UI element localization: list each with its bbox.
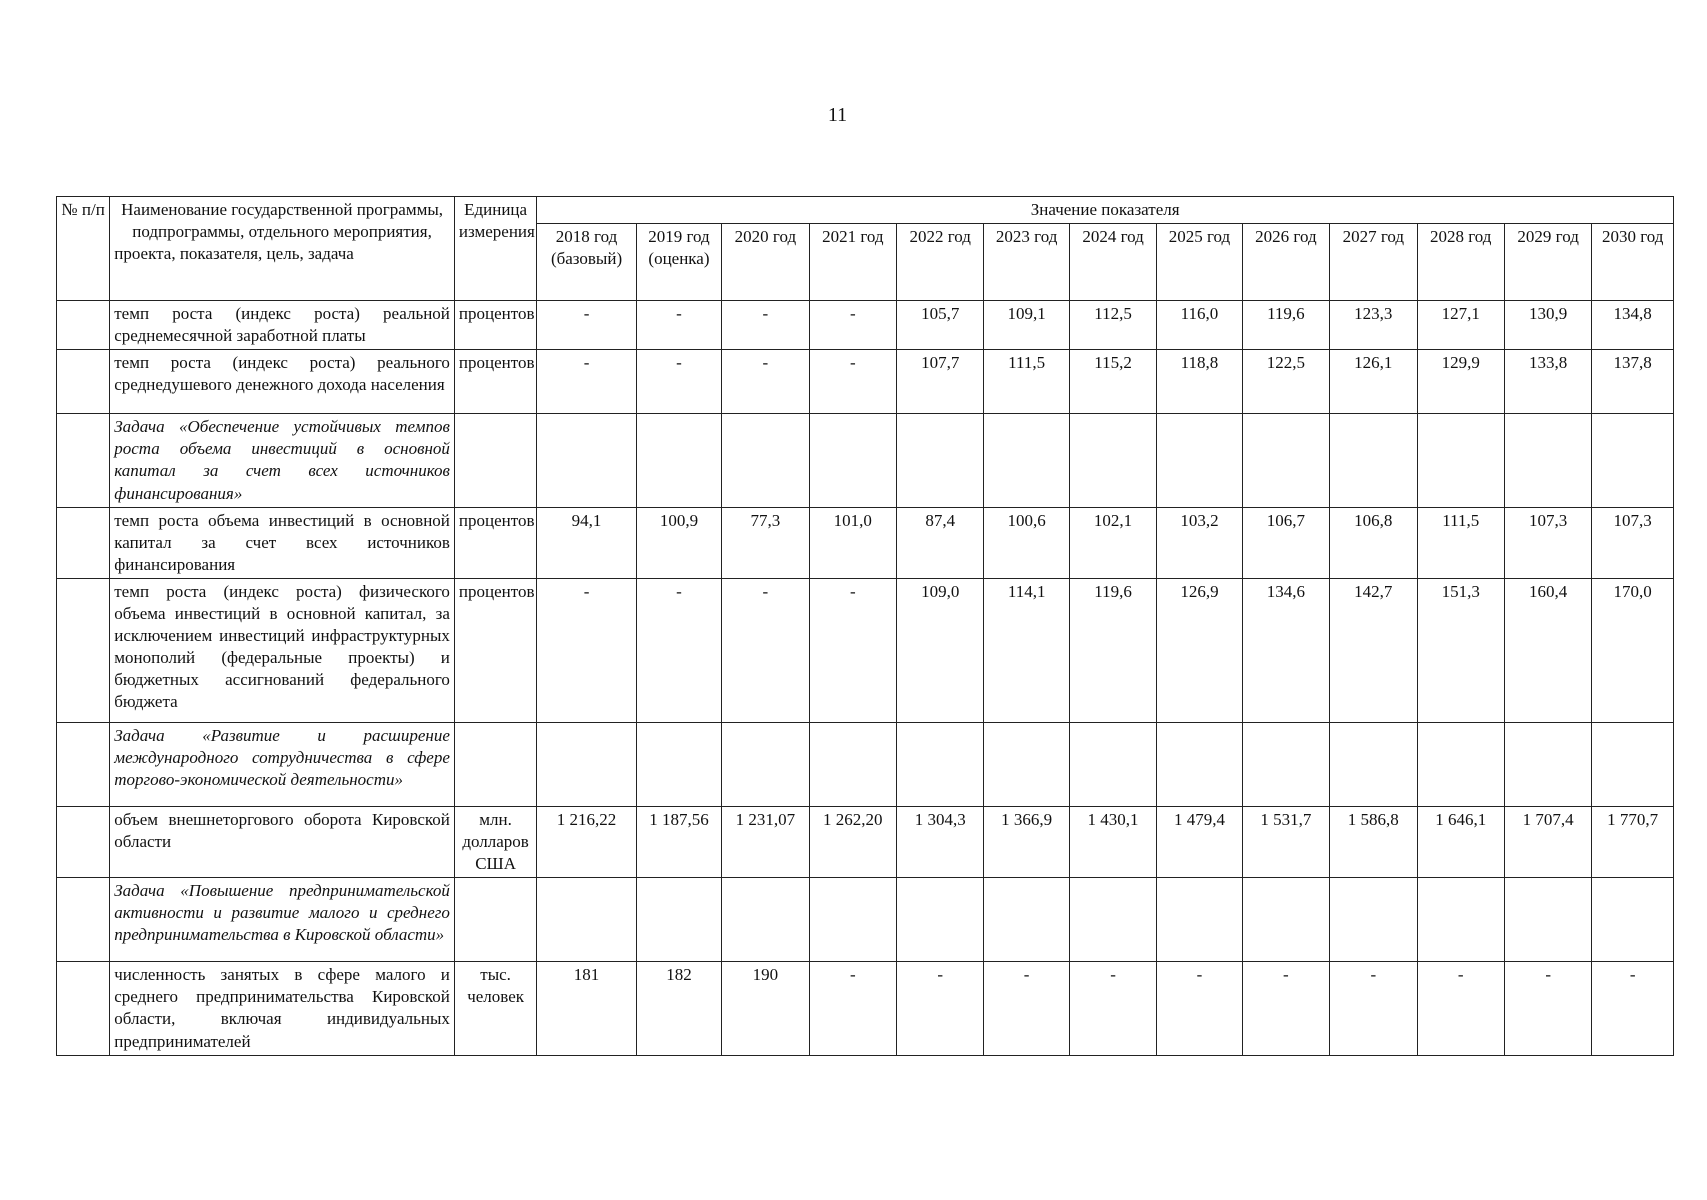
value-cell: 1 262,20 — [809, 806, 896, 877]
task-row — [57, 414, 1674, 507]
value-cell: - — [537, 350, 636, 414]
header-year-10: 2028 год — [1417, 224, 1504, 301]
value-cell: - — [636, 301, 721, 350]
value-cell: 1 216,22 — [537, 806, 636, 877]
value-cell — [1504, 722, 1591, 806]
value-cell — [1330, 414, 1417, 507]
header-year-11: 2029 год — [1504, 224, 1591, 301]
value-cell — [984, 722, 1069, 806]
value-cell — [1157, 722, 1242, 806]
table-row — [57, 507, 1674, 578]
value-cell — [537, 878, 636, 962]
value-cell: - — [809, 301, 896, 350]
header-year-7: 2025 год — [1157, 224, 1242, 301]
value-cell: - — [897, 962, 984, 1055]
value-cell — [1504, 414, 1591, 507]
value-cell: 1 187,56 — [636, 806, 721, 877]
value-cell — [1242, 722, 1329, 806]
value-cell: - — [537, 301, 636, 350]
header-year-3: 2021 год — [809, 224, 896, 301]
table-row — [57, 806, 1674, 877]
value-cell: 170,0 — [1592, 578, 1674, 722]
value-cell: 1 646,1 — [1417, 806, 1504, 877]
value-cell — [809, 878, 896, 962]
value-cell: 190 — [722, 962, 809, 1055]
value-cell: - — [1417, 962, 1504, 1055]
row-num-cell — [57, 878, 110, 962]
table-header — [57, 197, 1674, 301]
header-year-5: 2023 год — [984, 224, 1069, 301]
header-year-4: 2022 год — [897, 224, 984, 301]
table-row — [57, 962, 1674, 1055]
value-cell: - — [636, 578, 721, 722]
value-cell — [1504, 878, 1591, 962]
indicator-name: численность занятых в сфере малого и среднего предпринимательства Кировской области, включая индивидуальных предпринимателей — [110, 962, 455, 1055]
value-cell — [809, 414, 896, 507]
value-cell: 129,9 — [1417, 350, 1504, 414]
value-cell: 1 531,7 — [1242, 806, 1329, 877]
value-cell: 1 231,07 — [722, 806, 809, 877]
table-body — [57, 301, 1674, 1056]
value-cell — [809, 722, 896, 806]
value-cell: 111,5 — [984, 350, 1069, 414]
unit-cell: млн. долларов США — [454, 806, 536, 877]
value-cell: 109,1 — [984, 301, 1069, 350]
value-cell: 87,4 — [897, 507, 984, 578]
value-cell — [984, 414, 1069, 507]
value-cell: 1 586,8 — [1330, 806, 1417, 877]
task-name: Задача «Повышение предпринимательской активности и развитие малого и среднего предпринимательства в Кировской области» — [110, 878, 455, 962]
unit-cell: процентов — [454, 507, 536, 578]
value-cell: 1 304,3 — [897, 806, 984, 877]
unit-cell: процентов — [454, 301, 536, 350]
row-num-cell — [57, 578, 110, 722]
value-cell — [897, 722, 984, 806]
value-cell — [1157, 878, 1242, 962]
value-cell: 1 366,9 — [984, 806, 1069, 877]
value-cell: 94,1 — [537, 507, 636, 578]
value-cell: 134,6 — [1242, 578, 1329, 722]
value-cell: 130,9 — [1504, 301, 1591, 350]
value-cell — [537, 722, 636, 806]
header-year-12: 2030 год — [1592, 224, 1674, 301]
row-num-cell — [57, 301, 110, 350]
value-cell: 119,6 — [1069, 578, 1156, 722]
indicator-name: темп роста (индекс роста) реального среднедушевого денежного дохода населения — [110, 350, 455, 414]
value-cell: 100,9 — [636, 507, 721, 578]
value-cell: - — [722, 350, 809, 414]
value-cell — [897, 414, 984, 507]
value-cell: 107,3 — [1592, 507, 1674, 578]
table-row — [57, 578, 1674, 722]
row-num-cell — [57, 507, 110, 578]
value-cell: 115,2 — [1069, 350, 1156, 414]
value-cell: 160,4 — [1504, 578, 1591, 722]
value-cell — [1592, 414, 1674, 507]
value-cell: 1 430,1 — [1069, 806, 1156, 877]
task-row — [57, 878, 1674, 962]
value-cell: 126,1 — [1330, 350, 1417, 414]
indicators-table — [56, 196, 1674, 1056]
value-cell — [636, 414, 721, 507]
value-cell: 1 770,7 — [1592, 806, 1674, 877]
value-cell: 107,7 — [897, 350, 984, 414]
value-cell — [1069, 722, 1156, 806]
header-name: Наименование государственной программы, подпрограммы, отдельного мероприятия, проекта, показателя, цель, задача — [110, 197, 455, 301]
value-cell — [636, 722, 721, 806]
value-cell: - — [1504, 962, 1591, 1055]
page-number: 11 — [827, 104, 848, 126]
header-unit: Единица измерения — [454, 197, 536, 301]
value-cell — [722, 878, 809, 962]
value-cell: 119,6 — [1242, 301, 1329, 350]
value-cell: - — [1069, 962, 1156, 1055]
header-year-1: 2019 год (оценка) — [636, 224, 721, 301]
header-year-0: 2018 год (базовый) — [537, 224, 636, 301]
value-cell: 114,1 — [984, 578, 1069, 722]
value-cell: 116,0 — [1157, 301, 1242, 350]
indicator-name: темп роста (индекс роста) реальной среднемесячной заработной платы — [110, 301, 455, 350]
value-cell: 77,3 — [722, 507, 809, 578]
value-cell: 100,6 — [984, 507, 1069, 578]
value-cell: - — [1157, 962, 1242, 1055]
value-cell: 123,3 — [1330, 301, 1417, 350]
value-cell: - — [1330, 962, 1417, 1055]
row-num-cell — [57, 806, 110, 877]
unit-cell — [454, 414, 536, 507]
header-num: № п/п — [57, 197, 110, 301]
unit-cell — [454, 878, 536, 962]
value-cell — [537, 414, 636, 507]
value-cell: 111,5 — [1417, 507, 1504, 578]
value-cell: 127,1 — [1417, 301, 1504, 350]
value-cell — [1330, 878, 1417, 962]
header-year-9: 2027 год — [1330, 224, 1417, 301]
value-cell — [1330, 722, 1417, 806]
value-cell — [1069, 878, 1156, 962]
value-cell: 118,8 — [1157, 350, 1242, 414]
value-cell: 126,9 — [1157, 578, 1242, 722]
value-cell: - — [809, 350, 896, 414]
value-cell — [1069, 414, 1156, 507]
row-num-cell — [57, 722, 110, 806]
value-cell — [1242, 878, 1329, 962]
value-cell: 112,5 — [1069, 301, 1156, 350]
header-value-group: Значение показателя — [537, 197, 1674, 224]
value-cell: 122,5 — [1242, 350, 1329, 414]
value-cell: 137,8 — [1592, 350, 1674, 414]
value-cell: 134,8 — [1592, 301, 1674, 350]
value-cell — [1592, 878, 1674, 962]
task-row — [57, 722, 1674, 806]
task-name: Задача «Обеспечение устойчивых темпов роста объема инвестиций в основной капитал за счет всех источников финансирования» — [110, 414, 455, 507]
value-cell: 181 — [537, 962, 636, 1055]
value-cell — [636, 878, 721, 962]
value-cell — [1417, 878, 1504, 962]
value-cell: 151,3 — [1417, 578, 1504, 722]
header-year-2: 2020 год — [722, 224, 809, 301]
header-year-8: 2026 год — [1242, 224, 1329, 301]
row-num-cell — [57, 414, 110, 507]
value-cell: 106,8 — [1330, 507, 1417, 578]
value-cell: 109,0 — [897, 578, 984, 722]
table-row — [57, 301, 1674, 350]
value-cell: 101,0 — [809, 507, 896, 578]
value-cell — [897, 878, 984, 962]
value-cell — [1592, 722, 1674, 806]
value-cell: - — [722, 578, 809, 722]
value-cell: 1 479,4 — [1157, 806, 1242, 877]
value-cell — [1242, 414, 1329, 507]
value-cell: - — [984, 962, 1069, 1055]
unit-cell: процентов — [454, 578, 536, 722]
value-cell: 107,3 — [1504, 507, 1591, 578]
value-cell — [1417, 722, 1504, 806]
value-cell: 182 — [636, 962, 721, 1055]
value-cell: 102,1 — [1069, 507, 1156, 578]
value-cell: - — [537, 578, 636, 722]
header-year-6: 2024 год — [1069, 224, 1156, 301]
unit-cell: тыс. человек — [454, 962, 536, 1055]
value-cell: 133,8 — [1504, 350, 1591, 414]
value-cell — [1157, 414, 1242, 507]
value-cell: - — [809, 578, 896, 722]
indicator-name: темп роста объема инвестиций в основной капитал за счет всех источников финансирования — [110, 507, 455, 578]
value-cell — [1417, 414, 1504, 507]
value-cell: 106,7 — [1242, 507, 1329, 578]
indicator-name: темп роста (индекс роста) физического объема инвестиций в основной капитал, за исключением инвестиций инфраструктурных монополий (федеральные проекты) и бюджетных ассигнований федерального бюджета — [110, 578, 455, 722]
indicator-name: объем внешнеторгового оборота Кировской области — [110, 806, 455, 877]
value-cell: - — [1242, 962, 1329, 1055]
value-cell: 1 707,4 — [1504, 806, 1591, 877]
value-cell: 105,7 — [897, 301, 984, 350]
value-cell: - — [722, 301, 809, 350]
table-row — [57, 350, 1674, 414]
value-cell: 142,7 — [1330, 578, 1417, 722]
unit-cell: процентов — [454, 350, 536, 414]
row-num-cell — [57, 350, 110, 414]
unit-cell — [454, 722, 536, 806]
value-cell — [984, 878, 1069, 962]
value-cell — [722, 722, 809, 806]
value-cell: - — [1592, 962, 1674, 1055]
value-cell: - — [636, 350, 721, 414]
value-cell — [722, 414, 809, 507]
value-cell: - — [809, 962, 896, 1055]
value-cell: 103,2 — [1157, 507, 1242, 578]
row-num-cell — [57, 962, 110, 1055]
task-name: Задача «Развитие и расширение международного сотрудничества в сфере торгово-экономической деятельности» — [110, 722, 455, 806]
